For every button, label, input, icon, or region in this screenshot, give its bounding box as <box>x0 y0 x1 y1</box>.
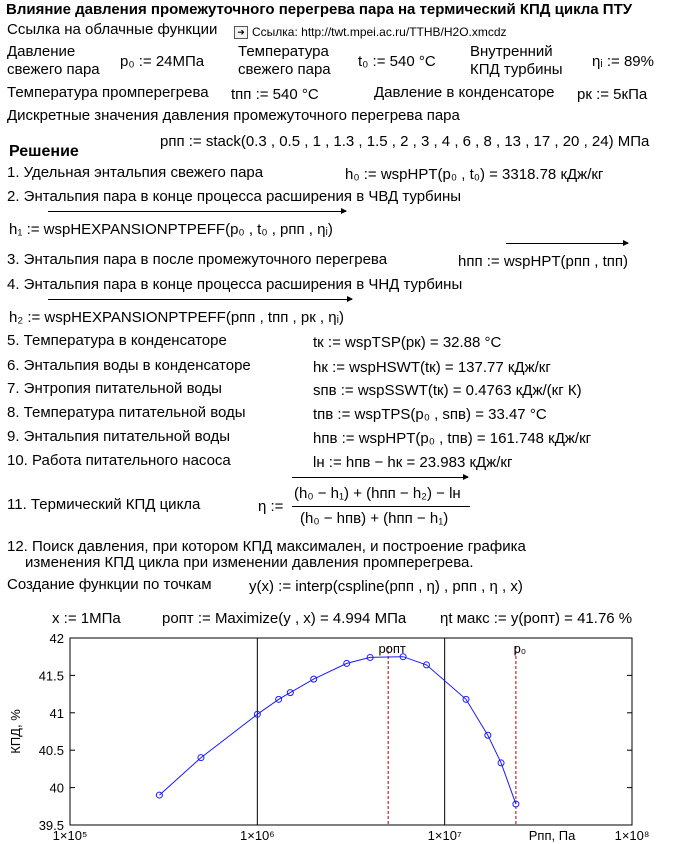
etamax-expression[interactable]: ηt макс := y(pопт) = 41.76 % <box>440 610 633 627</box>
step7-expression[interactable]: sпв := wspSSWT(tк) = 0.4763 кДж/(кг К) <box>313 382 582 399</box>
step3-label: 3. Энтальпия пара в после промежуточного перегрева <box>7 251 388 268</box>
step6-label: 6. Энтальпия воды в конденсаторе <box>7 357 251 374</box>
x-guess-expression[interactable]: x := 1МПа <box>52 610 121 627</box>
step1-expression[interactable]: h₀ := wspHPT(p₀ , t₀) = 3318.78 кДж/кг <box>345 166 604 183</box>
tpp-label: Температура промперегрева <box>7 84 209 101</box>
eta-label-line2: КПД турбины <box>470 61 563 78</box>
pk-label: Давление в конденсаторе <box>374 84 555 101</box>
step3-expression[interactable]: hпп := wspHPT(pпп , tпп) <box>458 253 629 270</box>
solution-heading: Решение <box>9 143 79 160</box>
step12-label-line1: 12. Поиск давления, при котором КПД максимален, и построение графика <box>7 538 526 555</box>
eta-label-line1: Внутренний <box>470 43 553 60</box>
step11-lhs: η := <box>258 498 284 515</box>
step11-fraction-bar <box>292 506 470 507</box>
x-tick-label: 1×10⁷ <box>427 828 462 843</box>
link-icon: ➜ <box>234 26 248 39</box>
cloud-link[interactable] <box>234 23 507 41</box>
step4-label: 4. Энтальпия пара в конце процесса расширения в ЧНД турбины <box>7 276 463 293</box>
y-tick-label: 40 <box>49 780 64 796</box>
marker-label: pопт <box>378 641 406 656</box>
step11-denominator[interactable]: (h₀ − hпв) + (hпп − h₁) <box>300 510 449 527</box>
step12-label-line2: изменения КПД цикла при изменении давления промперегрева. <box>25 554 474 571</box>
func-expression[interactable]: y(x) := interp(cspline(pпп , η) , pпп , η , x) <box>249 578 523 595</box>
step11-label: 11. Термический КПД цикла <box>7 496 201 513</box>
func-label: Создание функции по точкам <box>7 576 212 593</box>
p0-expression[interactable]: p₀ := 24МПа <box>120 53 205 70</box>
x-tick-label: 1×10⁵ <box>52 828 88 843</box>
popt-expression[interactable]: pопт := Maximize(y , x) = 4.994 МПа <box>162 610 407 627</box>
t0-expression[interactable]: t₀ := 540 °C <box>358 53 436 70</box>
y-tick-label: 41 <box>49 705 64 721</box>
step11-vector-arrow <box>292 477 468 478</box>
cloud-link-text: Ссылка: http://twt.mpei.ac.ru/TTHB/H2O.xmcdz <box>252 25 507 39</box>
step2-expression[interactable]: h₁ := wspHEXPANSIONPTPEFF(p₀ , t₀ , pпп , ηᵢ) <box>9 221 333 238</box>
step4-expression[interactable]: h₂ := wspHEXPANSIONPTPEFF(pпп , tпп , pк , ηᵢ) <box>9 309 344 326</box>
y-axis-label: КПД, % <box>8 709 23 754</box>
step6-expression[interactable]: hк := wspHSWT(tк) = 137.77 кДж/кг <box>313 359 551 376</box>
tpp-expression[interactable]: tпп := 540 °C <box>231 86 319 103</box>
discrete-expression[interactable]: pпп := stack(0.3 , 0.5 , 1 , 1.3 , 1.5 , 2 , 3 , 4 , 6 , 8 , 13 , 17 , 20 , 24) МПа <box>160 133 650 150</box>
step11-numerator[interactable]: (h₀ − h₁) + (hпп − h₂) − lн <box>294 485 461 502</box>
page-title: Влияние давления промежуточного перегрева пара на термический КПД цикла ПТУ <box>6 1 633 18</box>
step5-label: 5. Температура в конденсаторе <box>7 332 227 349</box>
plot-frame <box>70 638 632 825</box>
p0-label-line1: Давление <box>7 43 76 60</box>
efficiency-series-line <box>159 657 516 804</box>
step5-expression[interactable]: tк := wspTSP(pк) = 32.88 °C <box>313 334 502 351</box>
step10-label: 10. Работа питательного насоса <box>7 452 231 469</box>
step9-expression[interactable]: hпв := wspHPT(p₀ , tпв) = 161.748 кДж/кг <box>313 430 592 447</box>
x-axis-label: Рпп, Па <box>528 828 576 843</box>
eta-expression[interactable]: ηᵢ := 89% <box>592 53 654 70</box>
marker-label: p₀ <box>513 641 527 656</box>
x-tick-label: 1×10⁸ <box>614 828 650 843</box>
step8-label: 8. Температура питательной воды <box>7 404 246 421</box>
step4-vector-arrow <box>48 299 352 300</box>
y-tick-label: 42 <box>49 631 64 646</box>
step1-label: 1. Удельная энтальпия свежего пара <box>7 164 264 181</box>
step7-label: 7. Энтропия питательной воды <box>7 380 222 397</box>
step10-expression[interactable]: lн := hпв − hк = 23.983 кДж/кг <box>313 454 513 471</box>
y-tick-label: 39.5 <box>38 818 64 833</box>
step2-label: 2. Энтальпия пара в конце процесса расширения в ЧВД турбины <box>7 188 462 205</box>
efficiency-chart[interactable] <box>0 628 674 844</box>
step2-vector-arrow <box>48 211 346 212</box>
step9-label: 9. Энтальпия питательной воды <box>7 428 230 445</box>
pk-expression[interactable]: pк := 5кПа <box>577 86 648 103</box>
step3-vector-arrow <box>506 243 628 244</box>
cloud-functions-label: Ссылка на облачные функции <box>7 21 218 38</box>
discrete-label: Дискретные значения давления промежуточного перегрева пара <box>7 107 460 124</box>
data-point[interactable] <box>156 792 162 798</box>
p0-label-line2: свежего пара <box>7 61 100 78</box>
y-tick-label: 40.5 <box>38 743 64 759</box>
x-tick-label: 1×10⁶ <box>240 828 275 843</box>
step8-expression[interactable]: tпв := wspTPS(p₀ , sпв) = 33.47 °C <box>313 406 547 423</box>
t0-label-line2: свежего пара <box>238 61 331 78</box>
y-tick-label: 41.5 <box>38 668 64 684</box>
t0-label-line1: Температура <box>238 43 329 60</box>
